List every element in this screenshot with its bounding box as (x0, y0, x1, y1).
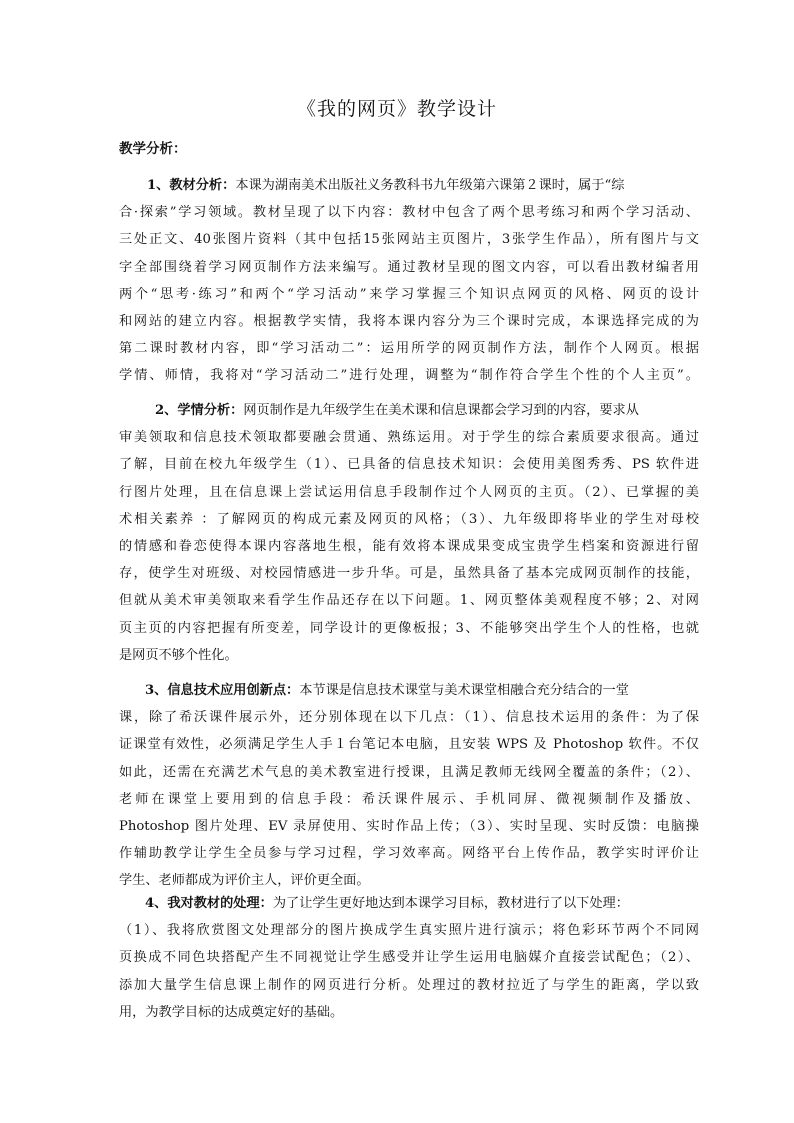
paragraph-text: 本节课是信息技术课堂与美术课堂相融合充分结合的一堂 (299, 683, 629, 698)
paragraph-learner-analysis (119, 397, 699, 669)
paragraph-line: 术相关素养 ：了解网页的构成元素及网页的风格；（3）、九年级即将毕业的学生对母校 (119, 511, 699, 527)
paragraph-label: 3、信息技术应用创新点： (145, 683, 300, 698)
paragraph-line: 证课堂有效性，必须满足学生人手１台笔记本电脑，且安装 WPS 及 Photoshop 软件。不仅 (119, 737, 699, 753)
paragraph-first-line (119, 172, 699, 199)
paragraph-line: 学生、老师都成为评价主人，评价更全面。 (119, 873, 370, 889)
paragraph-label: 2、学情分析： (155, 403, 244, 418)
paragraph-line: 作辅助教学让学生全员参与学习过程，学习效率高。网络平台上传作品，教学实时评价让 (119, 846, 699, 862)
paragraph-line: 如此，还需在充满艺术气息的美术教室进行授课，且满足教师无线网全覆盖的条件；（2）、 (119, 764, 699, 780)
paragraph-line: Photoshop 图片处理、EV 录屏使用、实时作品上传；（3）、实时呈现、实时反馈：电脑操 (119, 818, 699, 834)
paragraph-first-line (119, 397, 699, 424)
paragraph-line: 学情、师情，我将对“学习活动二”进行处理，调整为“制作符合学生个性的个人主页”。 (119, 368, 699, 384)
section-heading: 教学分析： (119, 141, 187, 157)
paragraph-first-line (119, 677, 699, 704)
paragraph-line: 和网站的建立内容。根据教学实情，我将本课内容分为三个课时完成，本课选择完成的为 (119, 313, 699, 329)
paragraph-line: 字全部围绕着学习网页制作方法来编写。通过教材呈现的图文内容，可以看出教材编者用 (119, 259, 699, 275)
document-title: 《我的网页》教学设计 (296, 98, 497, 120)
paragraph-text: 网页制作是九年级学生在美术课和信息课都会学习到的内容，要求从 (243, 403, 639, 418)
paragraph-line: （1）、我将欣赏图文处理部分的图片换成学生真实照片进行演示；将色彩环节两个不同网 (119, 923, 699, 939)
paragraph-line: 用，为教学目标的达成奠定好的基础。 (119, 1004, 344, 1020)
paragraph-text: 本课为湖南美术出版社义务教科书九年级第六课第２课时，属于“综 (235, 178, 625, 193)
paragraph-text: 为了让学生更好地达到本课学习目标，教材进行了以下处理： (272, 896, 629, 911)
paragraph-textbook-processing (119, 890, 699, 1026)
paragraph-line: 添加大量学生信息课上制作的网页进行分析。处理过的教材拉近了与学生的距离，学以致 (119, 977, 699, 993)
paragraph-line: 课，除了希沃课件展示外，还分别体现在以下几点：（1）、信息技术运用的条件：为了保 (119, 710, 699, 726)
paragraph-line: 三处正文、40张图片资料（其中包括15张网站主页图片，3张学生作品），所有图片与文 (119, 232, 699, 248)
paragraph-textbook-analysis (119, 172, 699, 390)
paragraph-label: 1、教材分析： (147, 178, 236, 193)
paragraph-line: 审美领取和信息技术领取都要融会贯通、熟练运用。对于学生的综合素质要求很高。通过 (119, 430, 699, 446)
paragraph-line: 第二课时教材内容，即“学习活动二”：运用所学的网页制作方法，制作个人网页。根据 (119, 341, 699, 357)
paragraph-line: 合·探索”学习领域。教材呈现了以下内容：教材中包含了两个思考练习和两个学习活动、 (119, 205, 699, 221)
paragraph-line: 但就从美术审美领取来看学生作品还存在以下问题。1、网页整体美观程度不够；2、对网 (119, 593, 699, 609)
paragraph-label: 4、我对教材的处理： (145, 896, 273, 911)
paragraph-first-line (119, 890, 699, 917)
paragraph-line: 页主页的内容把握有所变差，同学设计的更像板报；3、不能够突出学生个人的性格，也就 (119, 620, 699, 636)
paragraph-line: 是网页不够个性化。 (119, 647, 238, 663)
paragraph-line: 的情感和眷恋使得本课内容落地生根，能有效将本课成果变成宝贵学生档案和资源进行留 (119, 538, 699, 554)
paragraph-line: 存，使学生对班级、对校园情感进一步升华。可是，虽然具备了基本完成网页制作的技能， (119, 566, 699, 582)
paragraph-line: 两个“思考·练习”和两个“学习活动”来学习掌握三个知识点网页的风格、网页的设计 (119, 286, 699, 302)
paragraph-line: 了解，目前在校九年级学生（1）、已具备的信息技术知识：会使用美图秀秀、PS 软件进 (119, 457, 699, 473)
paragraph-line: 页换成不同色块搭配产生不同视觉让学生感受并让学生运用电脑媒介直接尝试配色；（2）、 (119, 950, 699, 966)
paragraph-it-innovation (119, 677, 699, 895)
paragraph-line: 行图片处理，且在信息课上尝试运用信息手段制作过个人网页的主页。（2）、已掌握的美 (119, 484, 699, 500)
paragraph-line: 老师在课堂上要用到的信息手段：希沃课件展示、手机同屏、微视频制作及播放、 (119, 791, 699, 807)
